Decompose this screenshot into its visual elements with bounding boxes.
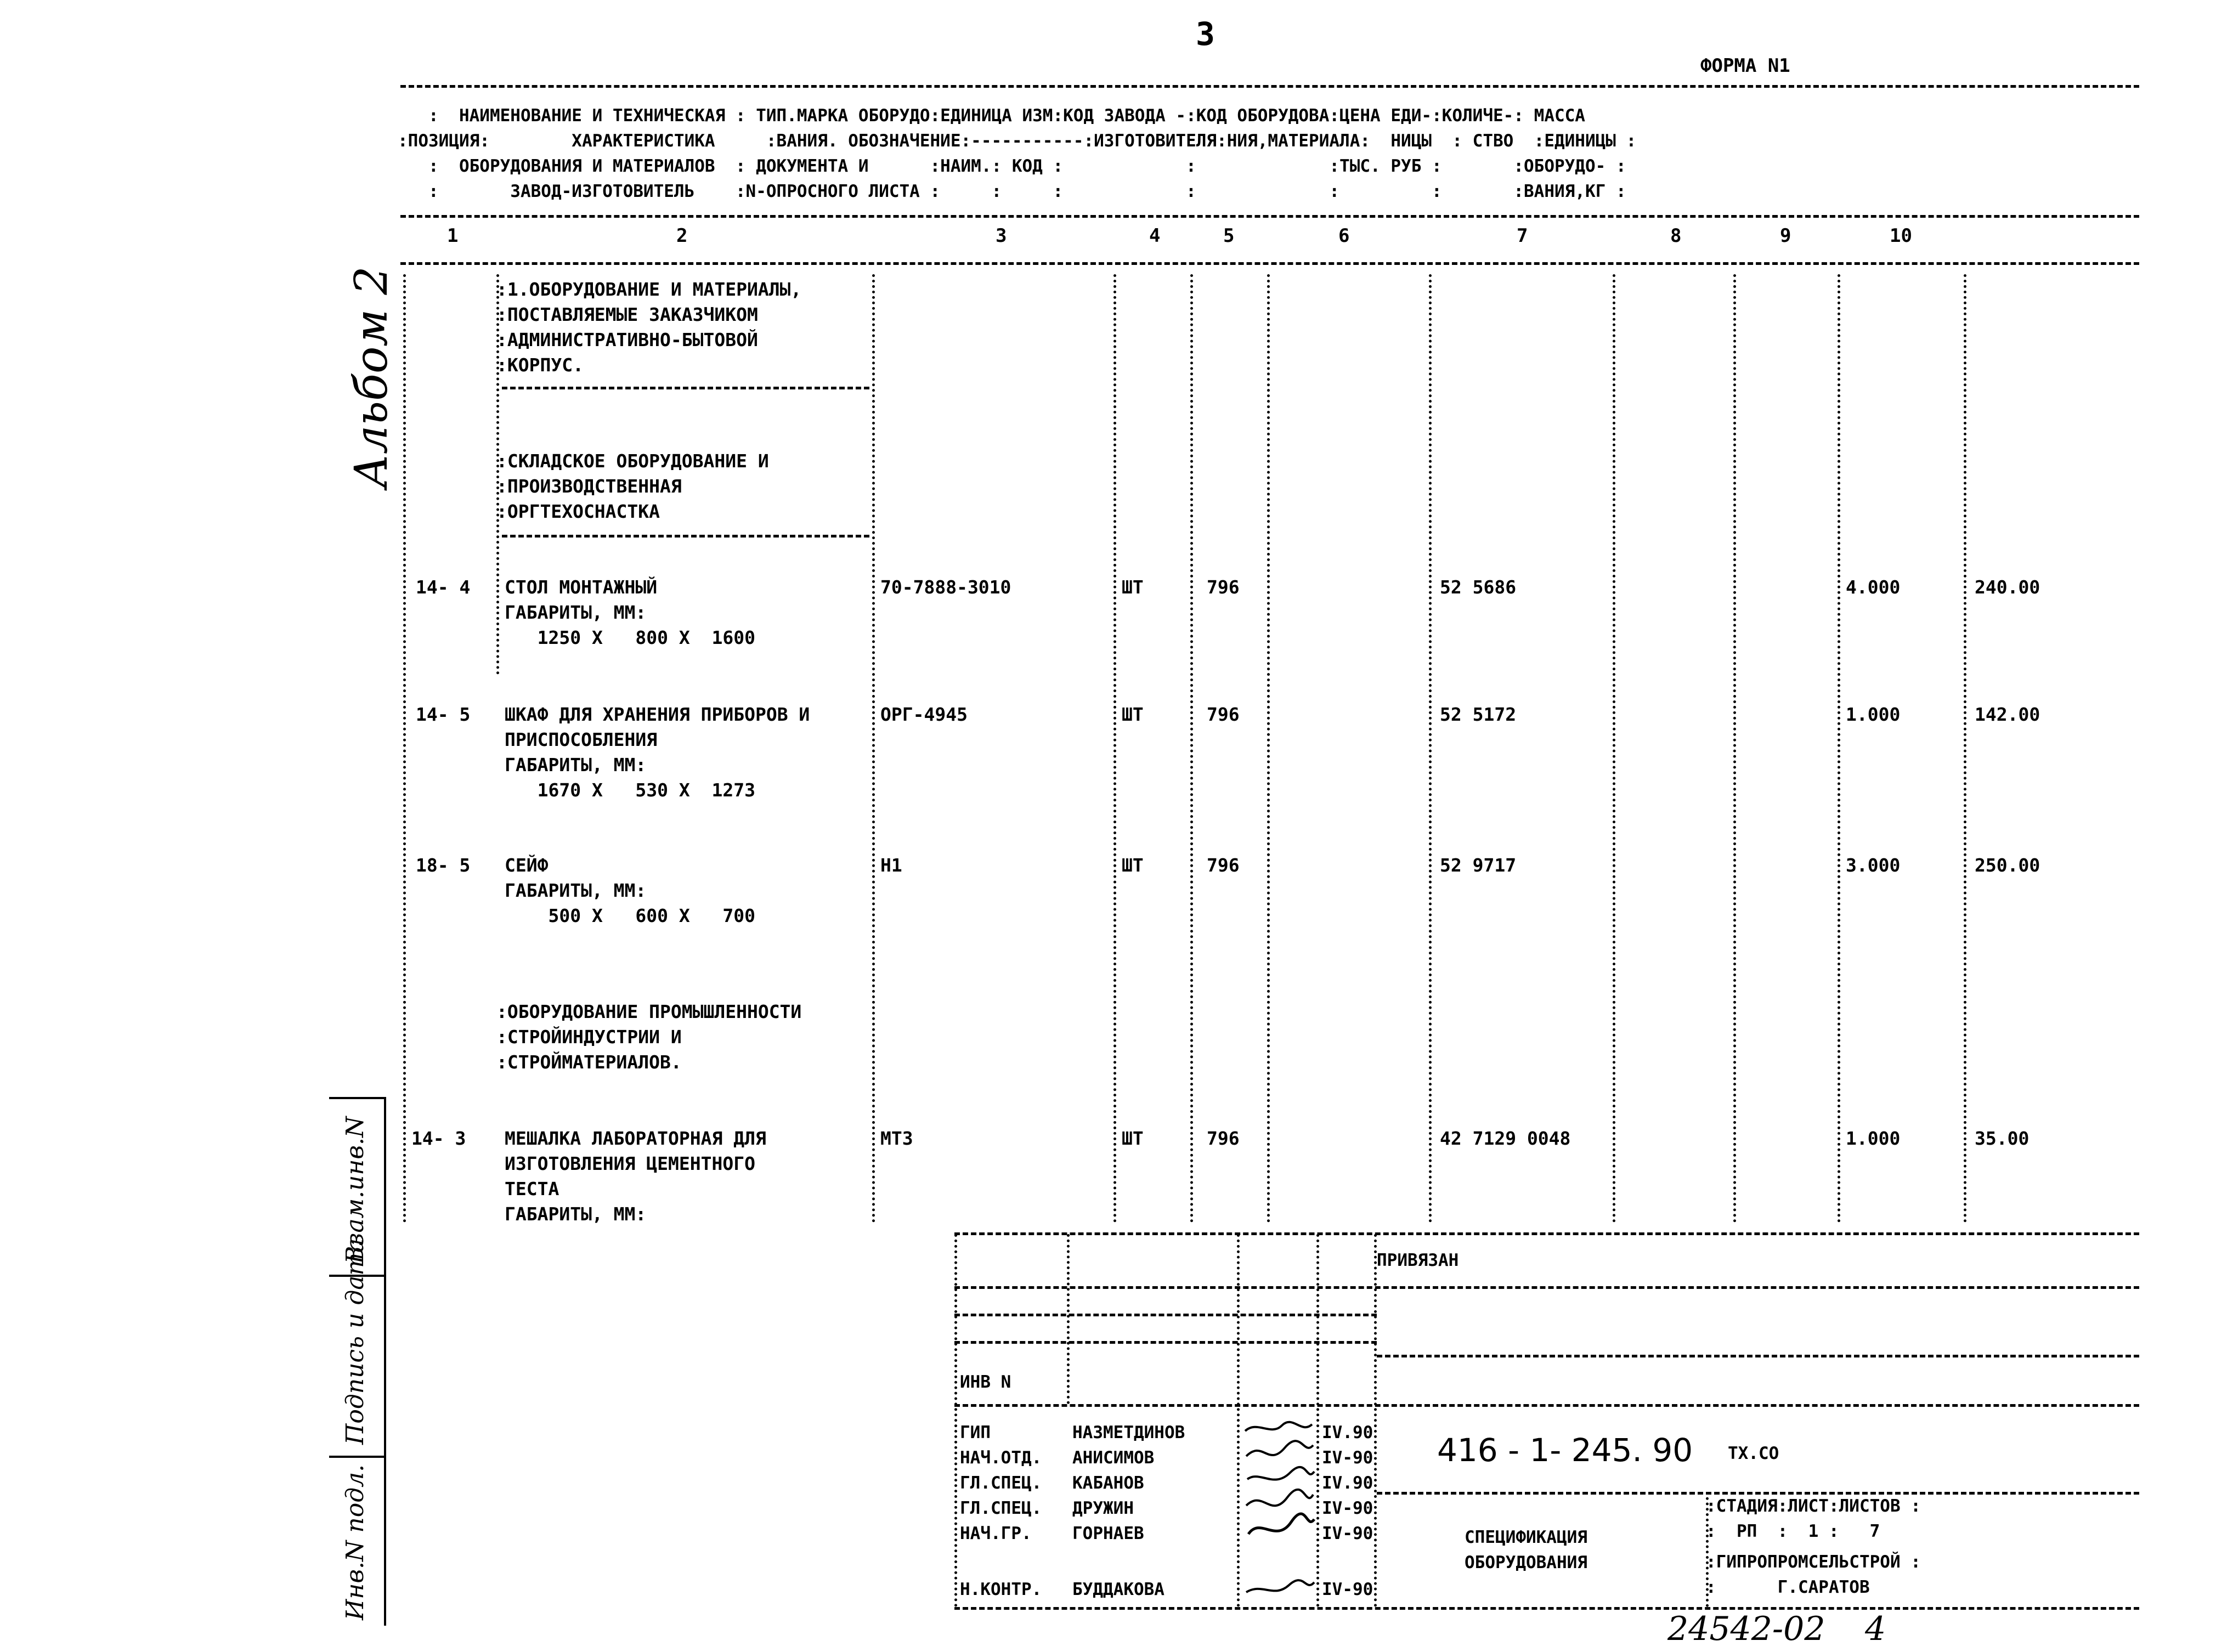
column-number: 6 [1338, 225, 1350, 247]
section-line: :СТРОЙИНДУСТРИИ И [496, 1026, 682, 1048]
role-date: IV-90 [1322, 1498, 1373, 1518]
column-separator [1964, 274, 1966, 1223]
item-unit-code: 796 [1207, 1128, 1240, 1149]
section-line: :ПОСТАВЛЯЕМЫЕ ЗАКАЗЧИКОМ [496, 304, 758, 325]
privyazan-label: ПРИВЯЗАН [1377, 1251, 1459, 1270]
title-block-line [1377, 1492, 2139, 1495]
item-name-line: 500 X 600 X 700 [505, 905, 755, 926]
title-block-top [954, 1232, 2139, 1235]
form-label: ФОРМА N1 [1700, 55, 1790, 77]
column-number: 2 [676, 225, 688, 247]
item-quantity: 4.000 [1846, 576, 1901, 598]
item-unit: ШТ [1122, 855, 1144, 876]
stamp-replace-inv: Взам.инв.N [341, 1116, 369, 1264]
archive-number: 24542-02 [1667, 1610, 1825, 1648]
item-name-line: СТОЛ МОНТАЖНЫЙ [505, 576, 658, 598]
item-equipment-code: 52 9717 [1440, 855, 1517, 876]
title-block-line [954, 1286, 2139, 1289]
album-note: Альбом 2 [346, 266, 398, 488]
item-name-line: МЕШАЛКА ЛАБОРАТОРНАЯ ДЛЯ [505, 1128, 766, 1149]
role-label: НАЧ.ГР. [960, 1524, 1032, 1543]
column-number: 8 [1670, 225, 1682, 247]
column-number: 10 [1890, 225, 1912, 247]
title-block-separator [954, 1234, 957, 1607]
title-block-line [954, 1314, 1377, 1316]
item-name-line: СЕЙФ [505, 855, 549, 876]
item-document: 70-7888-3010 [880, 576, 1011, 598]
section-line: :СТРОЙМАТЕРИАЛОВ. [496, 1051, 682, 1073]
item-name-line: 1670 X 530 X 1273 [505, 779, 755, 801]
item-mass: 35.00 [1975, 1128, 2030, 1149]
section-line: :ОБОРУДОВАНИЕ ПРОМЫШЛЕННОСТИ [496, 1001, 802, 1022]
column-number: 4 [1149, 225, 1161, 247]
item-mass: 142.00 [1975, 704, 2040, 725]
item-unit: ШТ [1122, 576, 1144, 598]
item-unit: ШТ [1122, 1128, 1144, 1149]
section-line: :1.ОБОРУДОВАНИЕ И МАТЕРИАЛЫ, [496, 279, 802, 300]
column-separator [872, 274, 875, 1223]
item-name-line: ГАБАРИТЫ, ММ: [505, 754, 647, 776]
column-number: 5 [1223, 225, 1235, 247]
section-underline [502, 387, 869, 389]
column-number: 1 [447, 225, 459, 247]
inv-label: ИНВ N [960, 1372, 1011, 1392]
item-mass: 250.00 [1975, 855, 2040, 876]
stamp-inv-original: Инв.N подл. [341, 1464, 369, 1620]
section-underline [502, 535, 869, 538]
document-suffix: ТХ.СО [1728, 1444, 1779, 1463]
role-date: IV-90 [1322, 1580, 1373, 1599]
item-name-line: ГАБАРИТЫ, ММ: [505, 602, 647, 623]
column-separator [1190, 274, 1193, 1223]
title-block-line [954, 1341, 1377, 1344]
column-separator [1733, 274, 1736, 1223]
item-equipment-code: 42 7129 0048 [1440, 1128, 1571, 1149]
section-line: :ОРГТЕХОСНАСТКА [496, 501, 660, 522]
role-date: IV.90 [1322, 1473, 1373, 1493]
column-number: 3 [996, 225, 1007, 247]
item-unit: ШТ [1122, 704, 1144, 725]
item-quantity: 3.000 [1846, 855, 1901, 876]
item-equipment-code: 52 5172 [1440, 704, 1517, 725]
column-separator [1613, 274, 1615, 1223]
section-line: :КОРПУС. [496, 354, 584, 376]
header-divider [400, 215, 2139, 218]
item-name-line: ИЗГОТОВЛЕНИЯ ЦЕМЕНТНОГО [505, 1153, 755, 1174]
role-date: IV-90 [1322, 1524, 1373, 1543]
title-block-separator [1237, 1234, 1240, 1607]
role-label: Н.КОНТР. [960, 1580, 1042, 1599]
title-block-separator [1374, 1234, 1377, 1607]
column-separator [1838, 274, 1840, 1223]
page-number: 3 [1196, 15, 1215, 53]
column-number: 9 [1780, 225, 1791, 247]
column-separator [403, 274, 406, 1223]
item-position: 14- 5 [416, 704, 471, 725]
item-name-line: ГАБАРИТЫ, ММ: [505, 1203, 647, 1225]
item-position: 14- 4 [416, 576, 471, 598]
item-document: МТЗ [880, 1128, 913, 1149]
title-block-line [1377, 1355, 2139, 1357]
role-date: IV-90 [1322, 1448, 1373, 1468]
header-row: : НАИМЕНОВАНИЕ И ТЕХНИЧЕСКАЯ : ТИП.МАРКА ОБОРУДО:ЕДИНИЦА ИЗМ:КОД ЗАВОДА -:КОД ОБОРУДОВА:ЦЕНА ЕДИ-:КОЛИЧЕ-: МАССА [398, 106, 1585, 126]
column-separator [1267, 274, 1270, 1223]
header-row: : ЗАВОД-ИЗГОТОВИТЕЛЬ :N-ОПРОСНОГО ЛИСТА : : : : : : :ВАНИЯ,КГ : [398, 182, 1626, 201]
header-row: : ОБОРУДОВАНИЯ И МАТЕРИАЛОВ : ДОКУМЕНТА И :НАИМ.: КОД : : :ТЫС. РУБ : :ОБОРУДО- : [398, 156, 1626, 176]
item-name-line: ТЕСТА [505, 1178, 559, 1200]
item-equipment-code: 52 5686 [1440, 576, 1517, 598]
item-name-line: 1250 X 800 X 1600 [505, 627, 755, 648]
title-block-separator [1067, 1234, 1070, 1404]
role-name: ДРУЖИН [1072, 1498, 1134, 1518]
organization-name: :ГИПРОПРОМСЕЛЬСТРОЙ : [1706, 1552, 1921, 1572]
section-line: :ПРОИЗВОДСТВЕННАЯ [496, 476, 682, 497]
item-position: 18- 5 [416, 855, 471, 876]
column-number-divider [400, 262, 2139, 265]
role-name: АНИСИМОВ [1072, 1448, 1155, 1468]
section-line: :АДМИНИСТРАТИВНО-БЫТОВОЙ [496, 329, 758, 350]
role-label: ГЛ.СПЕЦ. [960, 1473, 1042, 1493]
document-title-line: СПЕЦИФИКАЦИЯ [1465, 1527, 1587, 1547]
signature-scribble [1241, 1418, 1318, 1604]
item-name-line: ШКАФ ДЛЯ ХРАНЕНИЯ ПРИБОРОВ И [505, 704, 810, 725]
item-unit-code: 796 [1207, 576, 1240, 598]
item-mass: 240.00 [1975, 576, 2040, 598]
left-margin-stamp [329, 1097, 386, 1626]
role-name: ГОРНАЕВ [1072, 1524, 1144, 1543]
sheet-number: 4 [1865, 1610, 1886, 1648]
role-name: НАЗМЕТДИНОВ [1072, 1423, 1185, 1442]
item-quantity: 1.000 [1846, 704, 1901, 725]
stage-values: : РП : 1 : 7 [1706, 1521, 1880, 1541]
section-line: :СКЛАДСКОЕ ОБОРУДОВАНИЕ И [496, 450, 769, 472]
item-document: Н1 [880, 855, 902, 876]
column-separator [1429, 274, 1432, 1223]
item-name-line: ГАБАРИТЫ, ММ: [505, 880, 647, 901]
header-row: :ПОЗИЦИЯ: ХАРАКТЕРИСТИКА :ВАНИЯ. ОБОЗНАЧЕНИЕ:-----------:ИЗГОТОВИТЕЛЯ:НИЯ,МАТЕРИАЛА: НИЦЫ : СТВО :ЕДИНИЦЫ : [398, 131, 1637, 151]
role-label: ГИП [960, 1423, 991, 1442]
title-block-line [954, 1404, 2139, 1407]
document-title-line: ОБОРУДОВАНИЯ [1465, 1553, 1587, 1572]
role-label: ГЛ.СПЕЦ. [960, 1498, 1042, 1518]
title-block-bottom [954, 1607, 2139, 1610]
table-top-border [400, 85, 2139, 88]
role-date: IV.90 [1322, 1423, 1373, 1442]
role-name: БУДДАКОВА [1072, 1580, 1164, 1599]
item-position: 14- 3 [411, 1128, 466, 1149]
item-document: ОРГ-4945 [880, 704, 968, 725]
organization-city: : Г.САРАТОВ [1706, 1577, 1870, 1597]
item-quantity: 1.000 [1846, 1128, 1901, 1149]
item-unit-code: 796 [1207, 704, 1240, 725]
item-unit-code: 796 [1207, 855, 1240, 876]
role-label: НАЧ.ОТД. [960, 1448, 1042, 1468]
stage-header: :СТАДИЯ:ЛИСТ:ЛИСТОВ : [1706, 1496, 1921, 1516]
role-name: КАБАНОВ [1072, 1473, 1144, 1493]
column-separator [1113, 274, 1116, 1223]
document-code: 416 - 1- 245. 90 [1437, 1432, 1693, 1469]
stamp-signature-date: Подпись и дата [341, 1238, 369, 1445]
item-name-line: ПРИСПОСОБЛЕНИЯ [505, 729, 658, 750]
column-number: 7 [1517, 225, 1528, 247]
